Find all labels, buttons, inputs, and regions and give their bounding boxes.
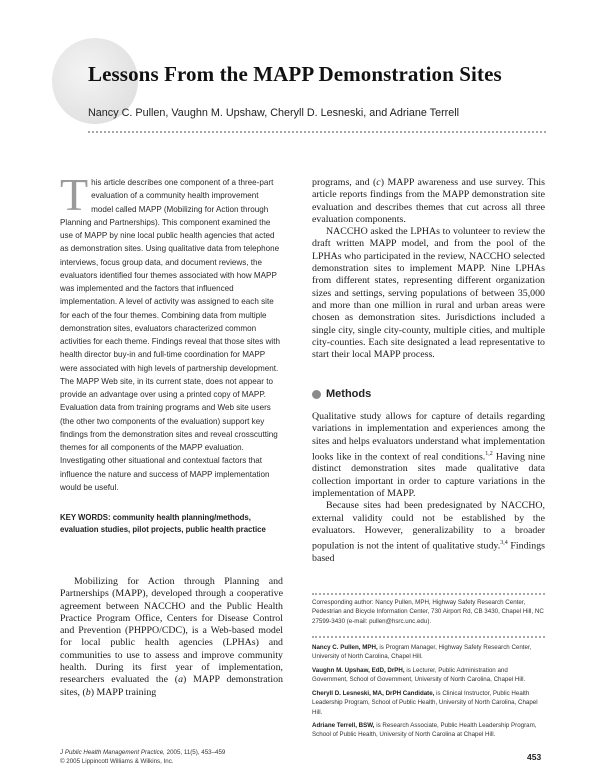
footnote-divider-top	[312, 593, 545, 595]
right-paragraph-1: programs, and (c) MAPP awareness and use survey. This article reports findings from the MAPP demonstration site evaluation and describes themes that cut across all three evaluation components.	[312, 177, 545, 225]
page-number: 453	[527, 752, 542, 762]
affiliation-pullen: Nancy C. Pullen, MPH, is Program Manager, Highway Safety Research Center, University of North Carolina, Chapel Hill.	[312, 644, 532, 661]
abstract-text: his article describes one component of a three-part evaluation of a community health improvement model called MAPP (Mobilizing for Action through Planning and Partnerships). This component examined the use of MAPP by nine local public health agencies that acted as demonstration sites. Using qualitative data from telephone interviews, focus group data, and document reviews, the evaluators identified four themes associated with how MAPP was implemented and the factors that influenced implementation. A level of activity was assigned to each site for each of the four themes. Combining data from multiple demonstration sites, evaluators characterized common activities for each theme. Findings reveal that those sites with health director buy-in and full-time coordination for MAPP were associated with high levels of partnership development. The MAPP Web site, in its current state, does not appear to provide an advantage over using a printed copy of MAPP. Evaluation data from training programs and Web site users (the other two components of the evaluation) support key findings from the demonstration sites and reveal crosscutting themes for all components of the MAPP evaluation. Investigating other situational and contextual factors that influence the nature and success of MAPP implementation would be useful.	[60, 178, 280, 492]
intro-paragraph: Mobilizing for Action through Planning and Partnerships (MAPP), developed through a cooperative agreement between NACCHO and the Public Health Practice Program Office, Centers for Disease Control and Prevention (PHPPO/CDC), is a Web-based model for local public health agencies (LPHAs) and communities to use to assess and improve community health. During its first year of implementation, researchers evaluated the (a) MAPP demonstration sites, (b) MAPP training	[60, 576, 283, 698]
methods-heading: Methods	[312, 388, 371, 400]
bullet-icon	[312, 390, 321, 399]
affiliation-upshaw: Vaughn M. Upshaw, EdD, DrPH, is Lecturer, Public Administration and Government, School of Government, University of North Carolina, Chapel Hill.	[312, 667, 526, 684]
methods-section	[312, 411, 545, 565]
affiliation-lesneski: Cheryll D. Lesneski, MA, DrPH Candidate, is Clinical Instructor, Public Health Leadership Program, School of Public Health, University of North Carolina, Chapel Hill.	[312, 690, 538, 716]
keywords-label: KEY WORDS:	[60, 513, 111, 522]
keywords	[60, 512, 282, 535]
right-column-intro	[312, 177, 545, 361]
methods-paragraph-2: Because sites had been predesignated by NACCHO, external validity could not be established by the evaluators. However, generalizability to a broader population is not the intent of qualitative study.$^{3,4}$ Findings based	[312, 500, 545, 564]
article-authors: Nancy C. Pullen, Vaughn M. Upshaw, Cheryll D. Lesneski, and Adriane Terrell	[88, 107, 460, 119]
methods-paragraph-1: Qualitative study allows for capture of details regarding variations in implementation and experiences among the sites and helps evaluators understand what implementation looks like in the context of real conditions.$^{1,2}$ Having nine distinct demonstration sites made qualitative data collection important in order to capture variations in the implementation of MAPP.	[312, 411, 546, 500]
title-divider	[88, 131, 546, 133]
journal-citation: J Public Health Management Practice, 2005, 11(5), 453–459 © 2005 Lippincott Williams & Wilkins, Inc.	[60, 748, 290, 767]
right-paragraph-2: NACCHO asked the LPHAs to volunteer to review the draft written MAPP model, and from the pool of the LPHAs who participated in the review, NACCHO selected demonstration sites to implement MAPP. Nine LPHAs from different states, representing different organization sizes and settings, serving populations of between 35,000 and more than one million in rural and urban areas were chosen as demonstration sites. Jurisdictions included a single city, single city-county, multiple cities, and multiple city-counties. Each site designated a lead representative to start their local MAPP process.	[312, 226, 545, 361]
article-title: Lessons From the MAPP Demonstration Sites	[88, 62, 502, 86]
affiliation-terrell: Adriane Terrell, BSW, is Research Associate, Public Health Leadership Program, School of Public Health, University of North Carolina at Chapel Hill.	[312, 722, 537, 739]
abstract-dropcap: T	[60, 169, 89, 220]
copyright: © 2005 Lippincott Williams & Wilkins, Inc.	[60, 758, 174, 766]
footnote-divider-bottom	[312, 636, 545, 638]
abstract	[60, 169, 282, 494]
keywords-text: community health planning/methods, evaluation studies, pilot projects, public health practice	[60, 513, 266, 534]
intro-section	[60, 576, 283, 699]
corresponding-author: Corresponding author: Nancy Pullen, MPH, Highway Safety Research Center, Pedestrian and Bicycle Information Center, 730 Airport Rd, CB 3430, Chapel Hill, NC 27599-3430 (e-mail: pullen@hsrc.unc.edu).	[312, 599, 544, 625]
